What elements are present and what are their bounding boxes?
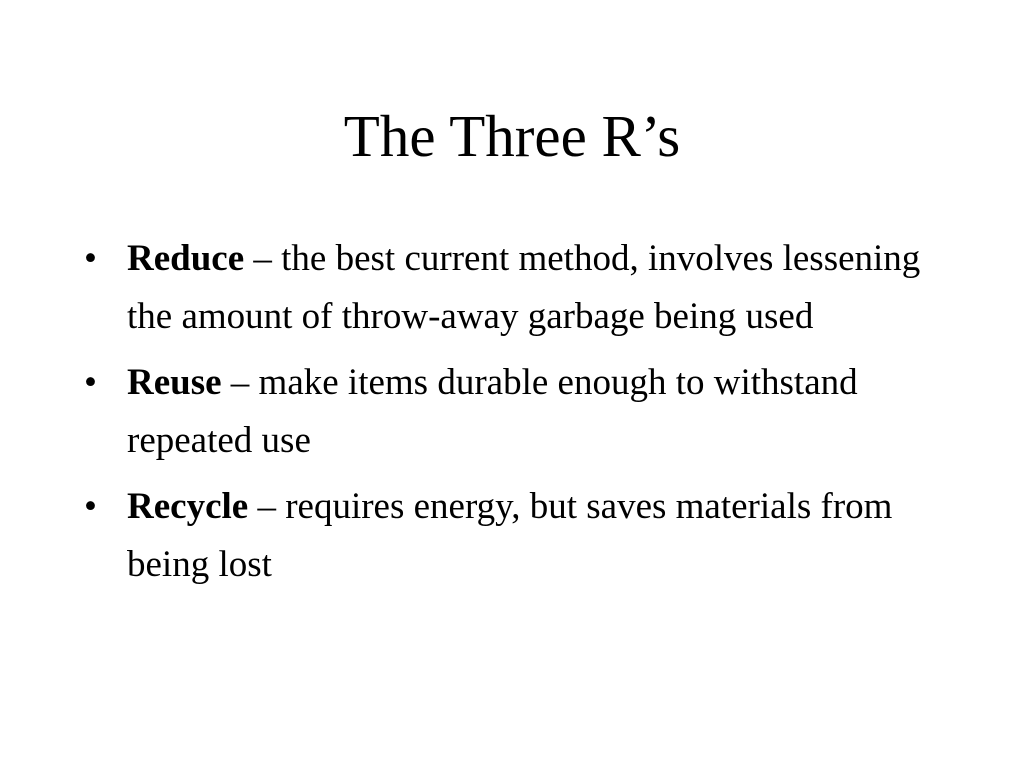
bullet-marker: • bbox=[84, 362, 97, 403]
term-reduce: Reduce bbox=[127, 238, 245, 279]
slide-title: The Three R’s bbox=[343, 103, 681, 169]
list-item-reduce bbox=[84, 230, 944, 346]
bullet-marker: • bbox=[84, 238, 97, 279]
term-reuse: Reuse bbox=[127, 362, 222, 403]
bullet-list bbox=[84, 230, 944, 602]
description-reduce: – the best current method, involves lessening the amount of throw-away garbage being used bbox=[127, 238, 921, 337]
list-item-reuse bbox=[84, 354, 944, 470]
list-item-recycle bbox=[84, 478, 944, 594]
bullet-marker: • bbox=[84, 486, 97, 527]
description-reuse: – make items durable enough to withstand repeated use bbox=[127, 362, 858, 461]
description-recycle: – requires energy, but saves materials from being lost bbox=[127, 486, 893, 585]
term-recycle: Recycle bbox=[127, 486, 249, 527]
